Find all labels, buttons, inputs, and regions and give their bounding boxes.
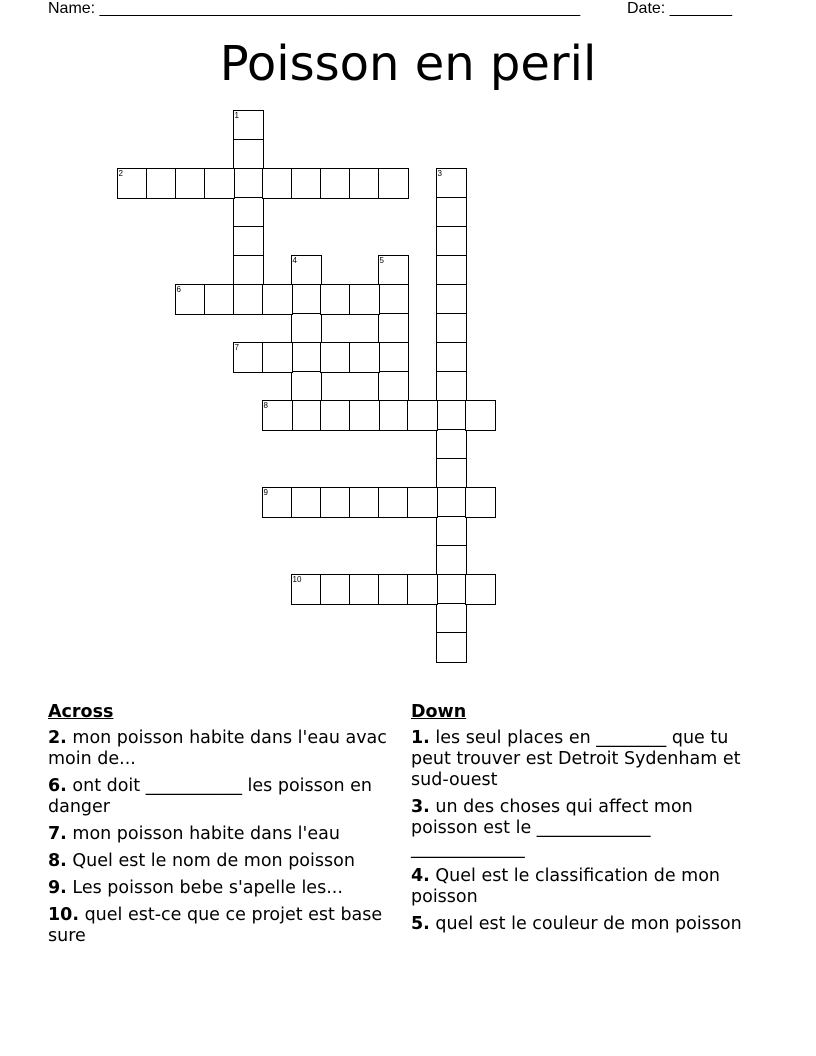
clue-number: 2.: [48, 728, 67, 748]
grid-cell[interactable]: [378, 255, 409, 286]
clue-across-7: [48, 824, 388, 845]
grid-cell[interactable]: [407, 400, 438, 431]
clue-text: Les poisson bebe s'apelle les...: [66, 878, 343, 898]
clue-number: 6.: [48, 776, 67, 796]
grid-cell[interactable]: [436, 197, 467, 228]
grid-cell[interactable]: [436, 342, 467, 373]
grid-cell[interactable]: [291, 342, 322, 373]
clue-number: 9.: [48, 878, 67, 898]
clue-text: quel est le couleur de mon poisson: [429, 914, 742, 934]
grid-cell[interactable]: [291, 371, 322, 402]
clue-text: les seul places en ________ que tu peut trouver est Detroit Sydenham et sud-ouest: [411, 728, 741, 790]
grid-cell[interactable]: [436, 168, 467, 199]
grid-cell[interactable]: [349, 168, 380, 199]
grid-cell[interactable]: [436, 255, 467, 286]
grid-cell[interactable]: [378, 168, 409, 199]
grid-cell[interactable]: [436, 458, 467, 489]
grid-cell[interactable]: [465, 400, 496, 431]
grid-cell[interactable]: [291, 313, 322, 344]
down-clues: [411, 702, 751, 941]
grid-cell[interactable]: [378, 400, 409, 431]
grid-cell[interactable]: [436, 516, 467, 547]
clue-text: Quel est le classification de mon poisson: [411, 866, 720, 907]
clue-across-8: [48, 851, 388, 872]
grid-cell[interactable]: [262, 168, 293, 199]
clue-across-9: [48, 878, 388, 899]
clue-number: 3.: [411, 797, 430, 817]
grid-cell[interactable]: [233, 139, 264, 170]
clue-down-3: [411, 797, 751, 860]
grid-cell[interactable]: [378, 284, 409, 315]
grid-cell[interactable]: [117, 168, 148, 199]
grid-cell[interactable]: [349, 574, 380, 605]
grid-cell[interactable]: [233, 255, 264, 286]
grid-cell[interactable]: [233, 168, 264, 199]
clue-number: 10.: [48, 905, 80, 925]
name-field-label: Name: ______________________________________________________: [48, 0, 581, 17]
clue-number: 4.: [411, 866, 430, 886]
grid-cell[interactable]: [291, 400, 322, 431]
clue-down-1: [411, 728, 751, 791]
grid-cell[interactable]: [291, 487, 322, 518]
grid-cell[interactable]: [436, 574, 467, 605]
grid-cell[interactable]: [436, 400, 467, 431]
grid-cell[interactable]: [320, 342, 351, 373]
grid-cell[interactable]: [262, 342, 293, 373]
grid-cell[interactable]: [320, 168, 351, 199]
grid-cell[interactable]: [378, 313, 409, 344]
clue-text: un des choses qui affect mon poisson est le _____________ _____________: [411, 797, 693, 859]
clue-number: 8.: [48, 851, 67, 871]
grid-cell[interactable]: [233, 197, 264, 228]
grid-cell[interactable]: [436, 545, 467, 576]
page-title: Poisson en peril: [219, 36, 597, 92]
grid-cell[interactable]: [436, 429, 467, 460]
grid-cell[interactable]: [262, 487, 293, 518]
grid-cell[interactable]: [378, 342, 409, 373]
grid-cell[interactable]: [320, 284, 351, 315]
grid-cell[interactable]: [320, 574, 351, 605]
grid-cell[interactable]: [436, 371, 467, 402]
grid-cell[interactable]: [349, 400, 380, 431]
clue-down-4: [411, 866, 751, 908]
clue-number: 7.: [48, 824, 67, 844]
grid-cell[interactable]: [262, 400, 293, 431]
clue-number-label: 5: [379, 255, 384, 265]
clue-number-label: 3: [437, 168, 442, 178]
grid-cell[interactable]: [204, 284, 235, 315]
clue-number-label: 7: [234, 342, 239, 352]
clue-number-label: 10: [292, 574, 302, 584]
clue-across-10: [48, 905, 388, 947]
grid-cell[interactable]: [436, 632, 467, 663]
grid-cell[interactable]: [436, 313, 467, 344]
clue-text: ont doit ___________ les poisson en danger: [48, 776, 372, 817]
clue-number-label: 9: [263, 487, 268, 497]
grid-cell[interactable]: [407, 487, 438, 518]
grid-cell[interactable]: [436, 487, 467, 518]
grid-cell[interactable]: [233, 226, 264, 257]
clue-across-6: [48, 776, 388, 818]
grid-cell[interactable]: [320, 487, 351, 518]
clue-text: quel est-ce que ce projet est base sure: [48, 905, 383, 946]
clue-number: 5.: [411, 914, 430, 934]
grid-cell[interactable]: [436, 603, 467, 634]
date-field-label: Date: _______: [627, 0, 732, 17]
grid-cell[interactable]: [233, 110, 264, 141]
grid-cell[interactable]: [465, 574, 496, 605]
grid-cell[interactable]: [291, 255, 322, 286]
clue-number: 1.: [411, 728, 430, 748]
clue-text: Quel est le nom de mon poisson: [66, 851, 355, 871]
clue-number-label: 2: [118, 168, 123, 178]
grid-cell[interactable]: [175, 284, 206, 315]
clue-down-5: [411, 914, 751, 935]
clue-number-label: 6: [176, 284, 181, 294]
grid-cell[interactable]: [291, 284, 322, 315]
grid-cell[interactable]: [320, 400, 351, 431]
clue-number-label: 1: [234, 110, 239, 120]
clue-text: mon poisson habite dans l'eau avac moin de...: [48, 728, 387, 769]
clue-across-2: [48, 728, 388, 770]
grid-cell[interactable]: [436, 226, 467, 257]
grid-cell[interactable]: [407, 574, 438, 605]
clue-number-label: 4: [292, 255, 297, 265]
grid-cell[interactable]: [349, 342, 380, 373]
across-clues: [48, 702, 388, 953]
down-heading: Down: [411, 702, 467, 722]
grid-cell[interactable]: [233, 284, 264, 315]
clue-text: mon poisson habite dans l'eau: [66, 824, 340, 844]
grid-cell[interactable]: [349, 284, 380, 315]
grid-cell[interactable]: [262, 284, 293, 315]
clue-number-label: 8: [263, 400, 268, 410]
grid-cell[interactable]: [436, 284, 467, 315]
grid-cell[interactable]: [291, 168, 322, 199]
across-heading: Across: [48, 702, 114, 722]
grid-cell[interactable]: [291, 574, 322, 605]
grid-cell[interactable]: [378, 371, 409, 402]
grid-cell[interactable]: [378, 487, 409, 518]
grid-cell[interactable]: [204, 168, 235, 199]
grid-cell[interactable]: [233, 342, 264, 373]
grid-cell[interactable]: [378, 574, 409, 605]
grid-cell[interactable]: [465, 487, 496, 518]
grid-cell[interactable]: [146, 168, 177, 199]
grid-cell[interactable]: [349, 487, 380, 518]
grid-cell[interactable]: [175, 168, 206, 199]
